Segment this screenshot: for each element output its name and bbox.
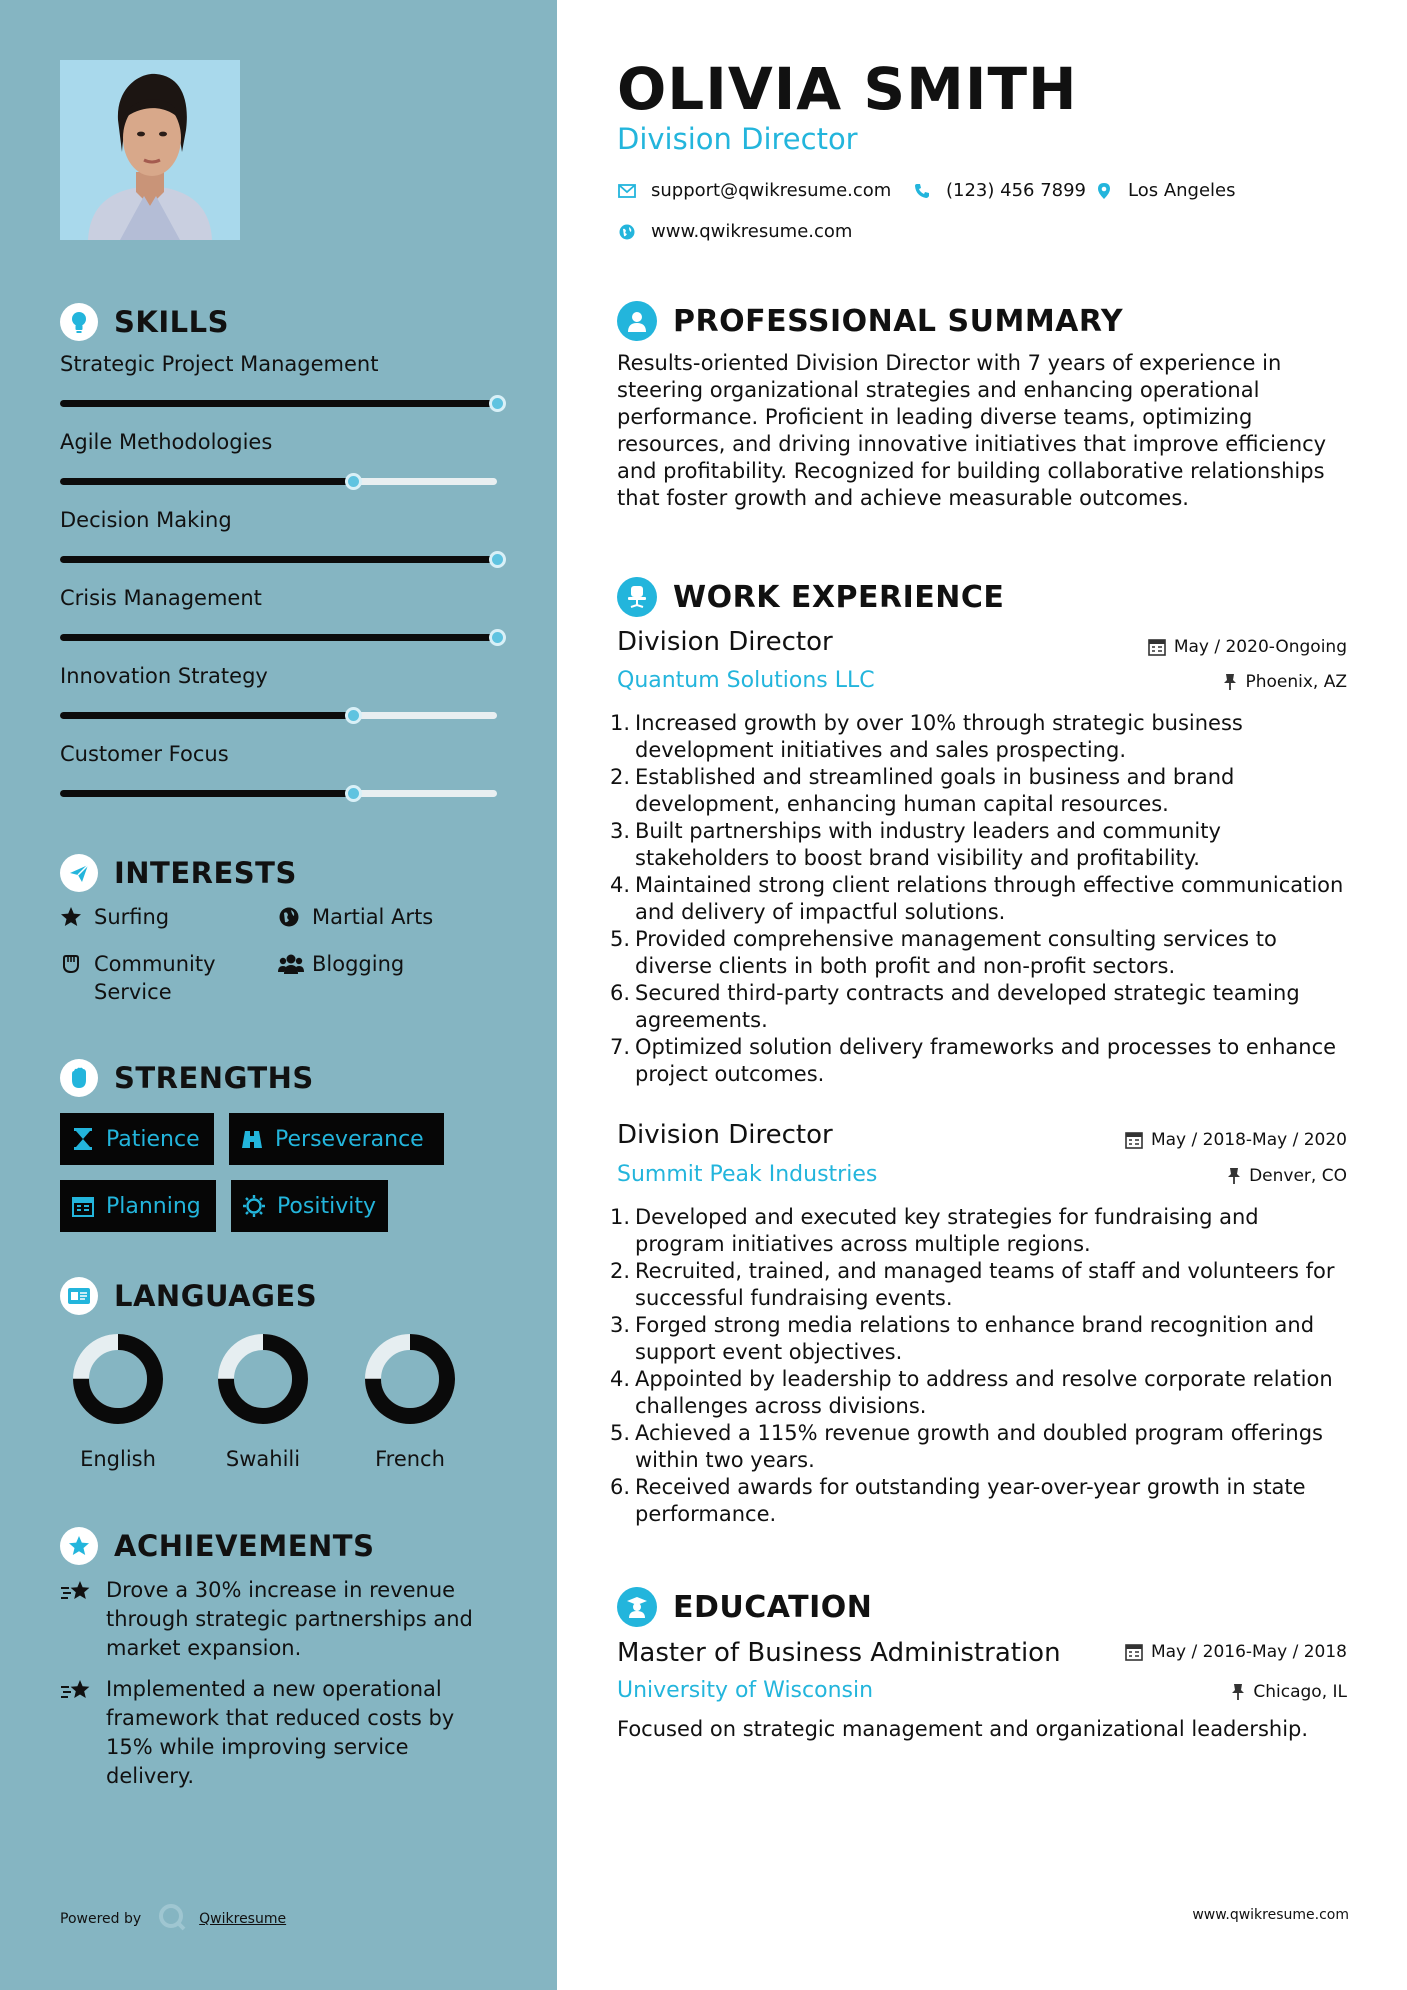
achievements-heading — [60, 1526, 374, 1566]
skill-label: Agile Methodologies — [60, 430, 273, 454]
powered-by — [60, 1902, 286, 1936]
interest-item — [278, 950, 404, 978]
language-label: English — [80, 1447, 156, 1471]
contact-website[interactable] — [617, 221, 852, 242]
language-ring — [70, 1331, 166, 1427]
job-dates — [1125, 1130, 1347, 1150]
skill-bar-fill — [60, 790, 353, 797]
duties-list — [610, 710, 1350, 1088]
location-text: Phoenix, AZ — [1245, 672, 1347, 692]
calendar-icon — [1148, 638, 1166, 656]
duty-number: 2. — [610, 765, 631, 789]
interest-label: Community Service — [94, 952, 216, 1004]
skill-bar — [60, 712, 497, 719]
duty-text: Maintained strong client relations through effective communication and delivery of impactful solutions. — [635, 873, 1344, 924]
calendar-icon — [1125, 1131, 1143, 1149]
languages-heading — [60, 1276, 317, 1316]
strength-badge — [60, 1113, 214, 1165]
education-heading — [617, 1586, 872, 1628]
duty-item — [610, 872, 1350, 926]
graduate-icon — [617, 1587, 657, 1627]
id-card-icon — [60, 1277, 98, 1315]
skills-heading — [60, 302, 229, 342]
location-text: Denver, CO — [1249, 1166, 1347, 1186]
school-name: University of Wisconsin — [617, 1678, 874, 1703]
calendar-icon — [1125, 1643, 1143, 1661]
interest-item — [60, 950, 250, 1006]
star-badge-icon — [60, 1527, 98, 1565]
achievement-text: Drove a 30% increase in revenue through strategic partnerships and market expansion. — [106, 1578, 473, 1660]
job-dates — [1148, 637, 1347, 657]
language-ring — [362, 1331, 458, 1427]
star-icon — [60, 903, 86, 931]
phone-icon — [912, 181, 932, 201]
duty-number: 6. — [610, 981, 631, 1005]
education-location — [1231, 1682, 1347, 1702]
duty-text: Forged strong media relations to enhance brand recognition and support event objectives. — [635, 1313, 1315, 1364]
skill-bar-fill — [60, 400, 497, 407]
duty-number: 3. — [610, 1313, 631, 1337]
section-title: EDUCATION — [673, 1589, 873, 1625]
dates-text: May / 2016-May / 2018 — [1150, 1642, 1347, 1662]
duties-list — [610, 1204, 1350, 1528]
duty-number: 2. — [610, 1259, 631, 1283]
duty-number: 1. — [610, 1205, 631, 1229]
strength-label: Perseverance — [275, 1126, 424, 1152]
job-location — [1223, 672, 1347, 692]
skill-bar-fill — [60, 556, 497, 563]
email-text: support@qwikresume.com — [651, 180, 892, 201]
duty-item — [610, 1474, 1350, 1528]
location-text: Chicago, IL — [1253, 1682, 1347, 1702]
duty-text: Built partnerships with industry leaders and community stakeholders to boost brand visibility and profitability. — [635, 819, 1221, 870]
dates-text: May / 2020-Ongoing — [1173, 637, 1347, 657]
interest-label: Surfing — [94, 905, 170, 929]
contact-phone[interactable] — [912, 180, 1086, 201]
interests-heading — [60, 853, 297, 893]
skill-label: Decision Making — [60, 508, 232, 532]
interest-label: Blogging — [312, 952, 405, 976]
duty-item — [610, 1366, 1350, 1420]
skill-label: Strategic Project Management — [60, 352, 379, 376]
map-pin-icon — [1094, 181, 1114, 201]
pushpin-icon — [1223, 673, 1237, 691]
location-text: Los Angeles — [1128, 180, 1236, 201]
duty-item — [610, 1420, 1350, 1474]
skill-bar-fill — [60, 712, 353, 719]
duty-item — [610, 1034, 1350, 1088]
skill-label: Customer Focus — [60, 742, 229, 766]
brand-link[interactable]: Qwikresume — [199, 1911, 287, 1927]
skill-bar-knob — [345, 473, 362, 490]
duty-text: Established and streamlined goals in business and brand development, enhancing human capital resources. — [635, 765, 1235, 816]
skill-bar-fill — [60, 634, 497, 641]
lightbulb-icon — [60, 303, 98, 341]
duty-text: Received awards for outstanding year-over-year growth in state performance. — [635, 1475, 1306, 1526]
strength-label: Planning — [106, 1193, 201, 1219]
duty-number: 1. — [610, 711, 631, 735]
envelope-icon — [617, 181, 637, 201]
language-label: French — [375, 1447, 445, 1471]
shooting-star-icon — [60, 1675, 94, 1703]
qwikresume-logo-icon — [157, 1902, 187, 1936]
globe-icon — [617, 222, 637, 242]
achievement-text: Implemented a new operational framework that reduced costs by 15% while improving service delivery. — [106, 1677, 455, 1788]
achievement-item — [60, 1576, 500, 1663]
section-title: ACHIEVEMENTS — [114, 1529, 375, 1563]
duty-item — [610, 764, 1350, 818]
education-dates — [1125, 1642, 1347, 1662]
contact-email[interactable] — [617, 180, 891, 201]
avatar — [60, 60, 240, 240]
fist-icon — [60, 1059, 98, 1097]
duty-item — [610, 1312, 1350, 1366]
pushpin-icon — [1227, 1167, 1241, 1185]
strength-label: Patience — [106, 1126, 200, 1152]
sun-icon — [241, 1193, 267, 1219]
job-title: Division Director — [617, 1120, 833, 1150]
users-icon — [278, 950, 304, 978]
job-title: Division Director — [617, 627, 833, 657]
sidebar — [0, 0, 557, 1990]
duty-item — [610, 980, 1350, 1034]
duty-text: Optimized solution delivery frameworks and processes to enhance project outcomes. — [635, 1035, 1337, 1086]
duty-number: 5. — [610, 1421, 631, 1445]
skill-bar — [60, 790, 497, 797]
achievement-item — [60, 1675, 500, 1791]
duty-item — [610, 1258, 1350, 1312]
strength-label: Positivity — [276, 1193, 376, 1219]
interest-item — [278, 903, 433, 931]
duty-text: Secured third-party contracts and developed strategic teaming agreements. — [635, 981, 1300, 1032]
summary-heading — [617, 300, 1123, 342]
duty-number: 5. — [610, 927, 631, 951]
hourglass-icon — [70, 1126, 96, 1152]
skill-bar — [60, 556, 497, 563]
skill-bar — [60, 478, 497, 485]
education-description: Focused on strategic management and organizational leadership. — [617, 1717, 1309, 1741]
skill-bar-knob — [489, 551, 506, 568]
paper-plane-icon — [60, 854, 98, 892]
skill-bar-knob — [345, 707, 362, 724]
phone-text: (123) 456 7899 — [946, 180, 1087, 201]
duty-text: Achieved a 115% revenue growth and doubled program offerings within two years. — [635, 1421, 1323, 1472]
candidate-role: Division Director — [617, 122, 858, 156]
footer-url[interactable]: www.qwikresume.com — [1192, 1907, 1349, 1923]
duty-number: 4. — [610, 873, 631, 897]
skill-label: Innovation Strategy — [60, 664, 268, 688]
section-title: PROFESSIONAL SUMMARY — [673, 303, 1124, 339]
duty-text: Recruited, trained, and managed teams of staff and volunteers for successful fundraising events. — [635, 1259, 1335, 1310]
skill-bar-fill — [60, 478, 353, 485]
section-title: INTERESTS — [114, 856, 297, 890]
language-label: Swahili — [225, 1447, 301, 1471]
profile-photo — [60, 60, 240, 240]
skill-bar-knob — [345, 785, 362, 802]
pushpin-icon — [1231, 1683, 1245, 1701]
user-icon — [617, 301, 657, 341]
interest-item — [60, 903, 169, 931]
binoculars-icon — [239, 1126, 265, 1152]
section-title: LANGUAGES — [114, 1279, 318, 1313]
section-title: SKILLS — [114, 305, 229, 339]
section-title: STRENGTHS — [114, 1061, 314, 1095]
duty-number: 3. — [610, 819, 631, 843]
candidate-name: OLIVIA SMITH — [617, 55, 1078, 123]
dates-text: May / 2018-May / 2020 — [1150, 1130, 1347, 1150]
duty-item — [610, 1204, 1350, 1258]
duty-item — [610, 926, 1350, 980]
strength-badge — [231, 1180, 388, 1232]
duty-number: 7. — [610, 1035, 631, 1059]
skill-bar — [60, 634, 497, 641]
duty-text: Provided comprehensive management consulting services to diverse clients in both profit and non-profit sectors. — [635, 927, 1277, 978]
hand-icon — [60, 950, 86, 978]
duty-number: 6. — [610, 1475, 631, 1499]
strengths-heading — [60, 1058, 314, 1098]
company-name: Quantum Solutions LLC — [617, 668, 875, 693]
duty-text: Increased growth by over 10% through strategic business development initiatives and sales prospecting. — [635, 711, 1243, 762]
duty-text: Appointed by leadership to address and resolve corporate relation challenges across divisions. — [635, 1367, 1333, 1418]
duty-item — [610, 710, 1350, 764]
section-title: WORK EXPERIENCE — [673, 579, 1005, 615]
office-chair-icon — [617, 577, 657, 617]
powered-by-label: Powered by — [60, 1911, 142, 1927]
experience-heading — [617, 576, 1004, 618]
strength-badge — [229, 1113, 444, 1165]
language-ring — [215, 1331, 311, 1427]
degree-title: Master of Business Administration — [617, 1638, 1061, 1668]
shooting-star-icon — [60, 1576, 94, 1604]
duty-number: 4. — [610, 1367, 631, 1391]
globe-icon — [278, 903, 304, 931]
duty-item — [610, 818, 1350, 872]
duty-text: Developed and executed key strategies for fundraising and program initiatives across multiple regions. — [635, 1205, 1259, 1256]
company-name: Summit Peak Industries — [617, 1162, 878, 1187]
skill-bar-knob — [489, 629, 506, 646]
summary-text: Results-oriented Division Director with 7 years of experience in steering organizational strategies and enhancing operational performance. Proficient in leading diverse teams, optimizing resources, and driving innovative initiatives that improve efficiency and profitability. Recognized for building collaborative relationships that foster growth and achieve measurable outcomes. — [617, 351, 1327, 510]
job-location — [1227, 1166, 1347, 1186]
website-text: www.qwikresume.com — [651, 221, 853, 242]
calendar-icon — [70, 1193, 96, 1219]
strength-badge — [60, 1180, 216, 1232]
skill-bar-knob — [489, 395, 506, 412]
skill-bar — [60, 400, 497, 407]
contact-location — [1094, 180, 1236, 201]
skill-label: Crisis Management — [60, 586, 262, 610]
interest-label: Martial Arts — [312, 905, 434, 929]
